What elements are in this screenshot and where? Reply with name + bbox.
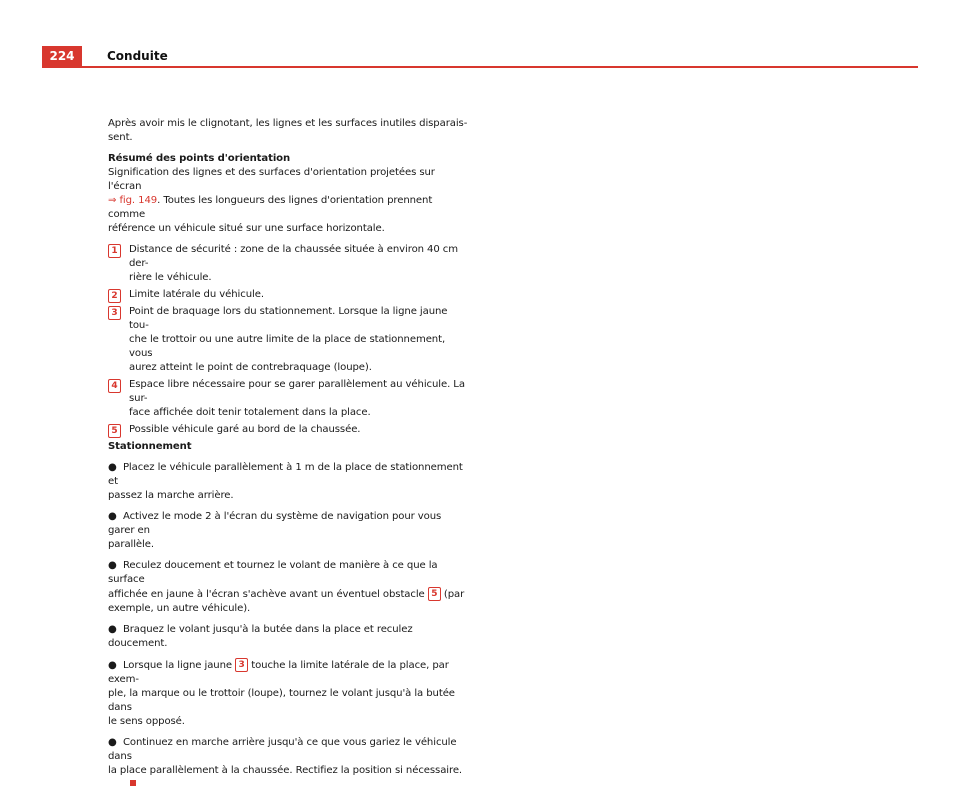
callout-number-badge: 2 [108, 289, 121, 303]
summary-line: . Toutes les longueurs des lignes d'orientation prennent comme [108, 195, 433, 220]
legend-item: 5 Possible véhicule garé au bord de la chaussée. [108, 423, 468, 437]
bullet-icon: ● [108, 462, 117, 473]
chapter-title: Conduite [107, 49, 168, 63]
bullet-icon: ● [108, 560, 117, 571]
parking-heading: Stationnement [108, 441, 192, 452]
intro-line: sent. [108, 132, 133, 143]
callout-number-badge: 4 [108, 379, 121, 393]
legend-item: 1 Distance de sécurité : zone de la chaussée située à environ 40 cm der- rière le véhicule. [108, 243, 468, 285]
callout-number-badge: 5 [108, 424, 121, 438]
summary-line: référence un véhicule situé sur une surface horizontale. [108, 223, 385, 234]
summary-paragraph [108, 166, 468, 236]
text-column [108, 117, 468, 799]
summary-line: Signification des lignes et des surfaces d'orientation projetées sur l'écran [108, 167, 435, 192]
instruction-bullet: ● Lorsque la ligne jaune 3 touche la limite latérale de la place, par exem- ple, la marque ou le trottoir (loupe), tournez le volant jusqu'à la butée dans le sens opposé. [108, 660, 455, 727]
legend-item: 2 Limite latérale du véhicule. [108, 288, 468, 302]
figure-link[interactable]: fig. 149 [119, 195, 158, 206]
callout-number-badge: 1 [108, 244, 121, 258]
instruction-bullet: ● Reculez doucement et tournez le volant de manière à ce que la surface affichée en jaune à l'écran s'achève avant un éventuel obstacle 5 (par exemple, un autre véhicule). [108, 560, 465, 614]
page-header [42, 46, 918, 67]
arrow-icon: ⇒ [108, 195, 117, 206]
instruction-bullet: ● Continuez en marche arrière jusqu'à ce que vous gariez le véhicule dans la place parallèlement à la chaussée. Rectifiez la position si nécessaire. [108, 736, 468, 792]
legend-item: 4 Espace libre nécessaire pour se garer parallèlement au véhicule. La sur- face affichée doit tenir totalement dans la place. [108, 378, 468, 420]
summary-heading: Résumé des points d'orientation [108, 153, 291, 164]
instruction-bullet: ● Braquez le volant jusqu'à la butée dans la place et reculez doucement. [108, 624, 413, 649]
bullet-icon: ● [108, 624, 117, 635]
legend-item: 3 Point de braquage lors du stationnement. Lorsque la ligne jaune tou- che le trottoir ou une autre limite de la place de stationnement, vous aurez atteint le point de contrebraquage (loupe). [108, 305, 468, 375]
intro-line: Après avoir mis le clignotant, les lignes et les surfaces inutiles disparais- [108, 118, 468, 129]
bullet-icon: ● [108, 660, 117, 671]
bullet-icon: ● [108, 737, 117, 748]
section-end-mark [130, 780, 136, 786]
bullet-icon: ● [108, 511, 117, 522]
callout-number-badge: 5 [428, 587, 441, 601]
header-rule [42, 66, 918, 68]
intro-paragraph [108, 117, 468, 145]
instruction-bullet: ● Placez le véhicule parallèlement à 1 m de la place de stationnement et passez la marche arrière. [108, 462, 463, 501]
page-number: 224 [42, 46, 82, 67]
instruction-bullet: ● Activez le mode 2 à l'écran du système de navigation pour vous garer en parallèle. [108, 511, 442, 550]
callout-number-badge: 3 [235, 658, 248, 672]
callout-number-badge: 3 [108, 306, 121, 320]
